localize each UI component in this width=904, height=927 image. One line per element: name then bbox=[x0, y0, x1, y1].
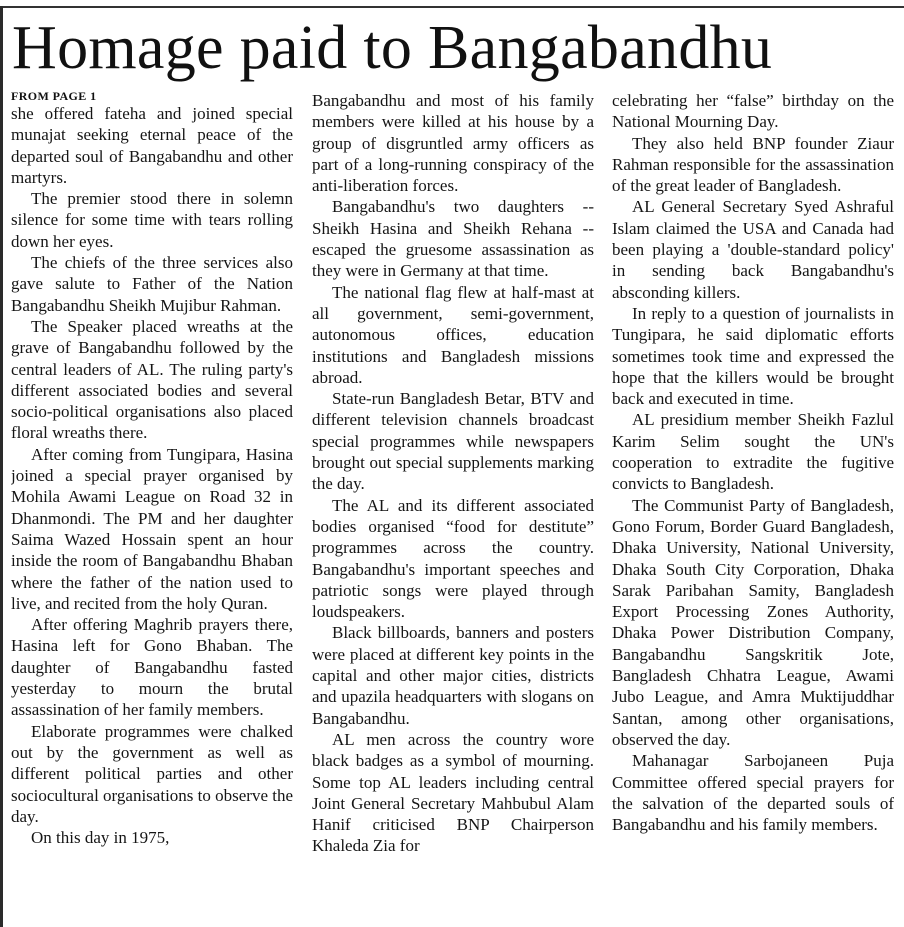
paragraph: After offering Maghrib prayers there, Hasina left for Gono Bhaban. The daughter of Bangabandhu fasted yesterday to mourn the brutal assassination of her family members. bbox=[11, 615, 293, 720]
paragraph: The Speaker placed wreaths at the grave of Bangabandhu followed by the central leaders of AL. The ruling party's different associated bodies and several socio-political organisations also placed floral wreaths there. bbox=[11, 316, 293, 443]
paragraph: Black billboards, banners and posters were placed at different key points in the capital and other major cities, districts and upazila headquarters with slogans on Bangabandhu. bbox=[312, 623, 594, 728]
left-rule bbox=[0, 6, 3, 927]
paragraph: State-run Bangladesh Betar, BTV and different television channels broadcast special programmes while newspapers brought out special supplements marking the day. bbox=[312, 389, 594, 494]
paragraph: she offered fateha and joined special munajat seeking eternal peace of the departed soul of Bangabandhu and other martyrs. bbox=[11, 104, 293, 187]
column-3 bbox=[612, 90, 894, 927]
paragraph: AL men across the country wore black badges as a symbol of mourning. Some top AL leaders including central Joint General Secretary Mahbubul Alam Hanif criticised BNP Chairperson Khaleda Zia for bbox=[312, 729, 594, 856]
top-rule bbox=[0, 6, 904, 8]
column-2 bbox=[312, 90, 594, 927]
paragraph: AL General Secretary Syed Ashraful Islam claimed the USA and Canada had been playing a 'double-standard policy' in sending back Bangabandhu's absconding killers. bbox=[612, 197, 894, 302]
paragraph: The premier stood there in solemn silence for some time with tears rolling down her eyes. bbox=[11, 189, 293, 251]
paragraph: celebrating her “false” birthday on the National Mourning Day. bbox=[612, 91, 894, 132]
paragraph: The Communist Party of Bangladesh, Gono Forum, Border Guard Bangladesh, Dhaka University, National University, Dhaka South City Corporation, Dhaka Sarak Paribahan Samity, Bangladesh Export Processing Zones Authority, Dhaka Power Distribution Company, Bangabandhu Sangskritik Jote, Bangladesh Chhatra League, Awami Jubo League, and Amra Muktijuddhar Santan, among other organisations, observed the day. bbox=[612, 495, 894, 749]
paragraph: The national flag flew at half-mast at all government, semi-government, autonomous offices, education institutions and Bangladesh missions abroad. bbox=[312, 282, 594, 387]
kicker-from-page: FROM PAGE 1 bbox=[11, 90, 97, 103]
paragraph: After coming from Tungipara, Hasina joined a special prayer organised by Mohila Awami League on Road 32 in Dhanmondi. The PM and her daughter Saima Wazed Hossain spent an hour inside the room of Bangabandhu Bhaban where the father of the nation used to live, and recited from the holy Quran. bbox=[11, 444, 293, 613]
paragraph: Elaborate programmes were chalked out by the government as well as different political parties and other sociocultural organisations to observe the day. bbox=[11, 721, 293, 826]
paragraph: In reply to a question of journalists in Tungipara, he said diplomatic efforts sometimes took time and expressed the hope that the killers would be brought back and executed in time. bbox=[612, 303, 894, 409]
column-1 bbox=[11, 90, 293, 927]
paragraph: They also held BNP founder Ziaur Rahman responsible for the assassination of the great leader of Bangladesh. bbox=[612, 133, 894, 196]
paragraph: AL presidium member Sheikh Fazlul Karim Selim sought the UN's cooperation to extradite the fugitive convicts to Bangladesh. bbox=[612, 410, 894, 494]
headline: Homage paid to Bangabandhu bbox=[12, 14, 773, 82]
paragraph: Bangabandhu's two daughters -- Sheikh Hasina and Sheikh Rehana -- escaped the gruesome assassination as they were in Germany at that time. bbox=[312, 197, 594, 281]
paragraph: Mahanagar Sarbojaneen Puja Committee offered special prayers for the salvation of the departed souls of Bangabandhu and his family members. bbox=[612, 751, 894, 835]
paragraph: The AL and its different associated bodies organised “food for destitute” programmes across the country. Bangabandhu's important speeches and patriotic songs were played through loudspeakers. bbox=[312, 495, 594, 622]
article-body bbox=[11, 90, 895, 927]
paragraph: On this day in 1975, bbox=[31, 828, 170, 848]
paragraph: Bangabandhu and most of his family members were killed at his house by a group of disgruntled army officers as part of a long-running conspiracy of the anti-liberation forces. bbox=[312, 91, 594, 196]
paragraph: The chiefs of the three services also gave salute to Father of the Nation Bangabandhu Sheikh Mujibur Rahman. bbox=[11, 253, 293, 315]
